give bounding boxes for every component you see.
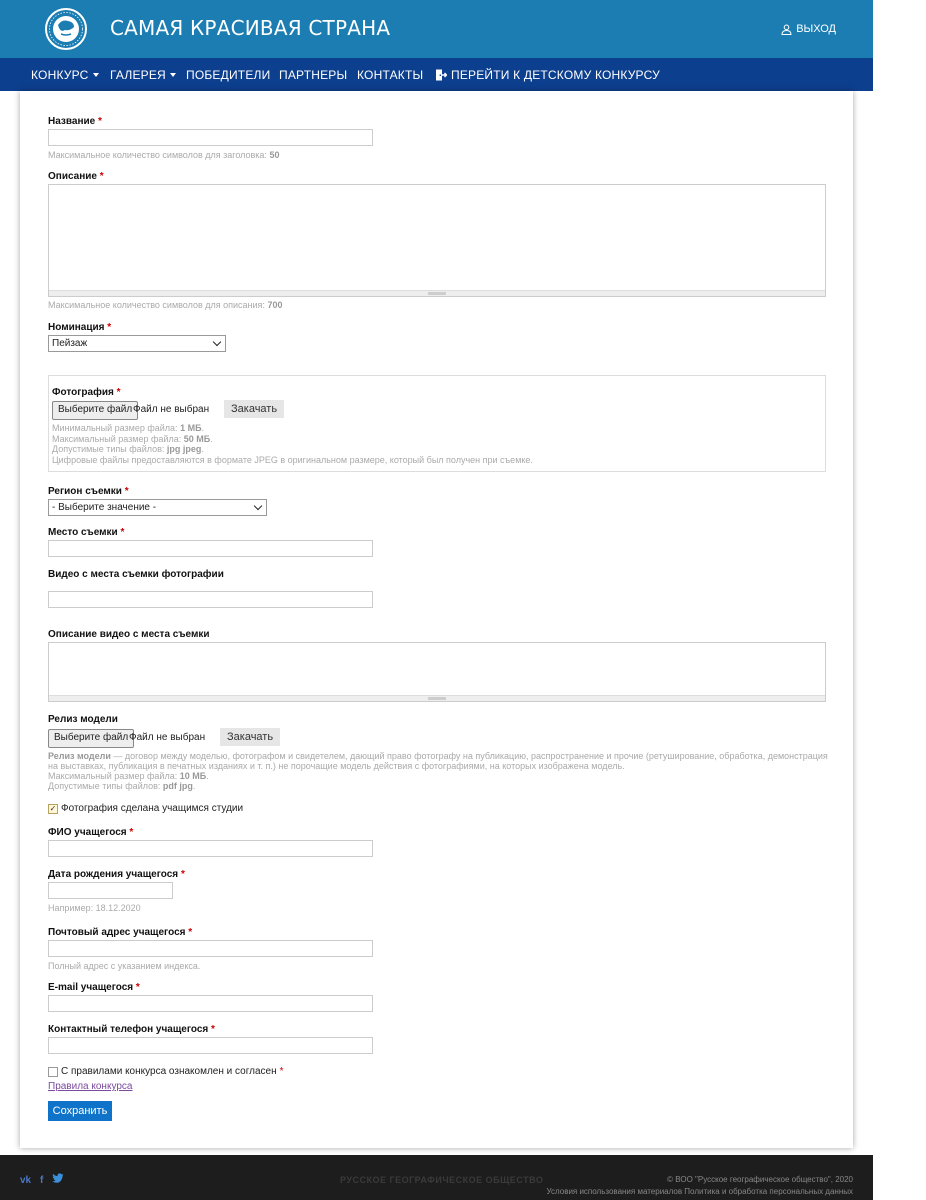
form-panel [20,91,853,1148]
hint-text: Допустимые типы файлов: [48,781,161,791]
description-label [48,171,104,182]
description-textarea[interactable] [48,184,826,297]
photo-choose-file-button[interactable]: Выберите файл [52,401,138,420]
student-checkbox[interactable] [48,804,58,814]
hint-value: 1 МБ [180,423,202,433]
phone-input[interactable] [48,1037,373,1054]
photo-hint-max: Максимальный размер файла: 50 МБ. [52,433,213,444]
title-input[interactable] [48,129,373,146]
student-name-label-text: ФИО учащегося [48,827,127,838]
facebook-icon[interactable]: f [40,1175,44,1186]
release-label: Релиз модели [48,714,118,725]
logout-link[interactable] [781,23,836,35]
release-desc-text: — договор между моделью, фотографом и свидетелем, дающий право фотографу на публикацию, распространение и прочие (ретуширование, обработка, демонстрация [110,751,828,761]
nav-contacts[interactable]: КОНТАКТЫ [357,68,424,82]
title-label-text: Название [48,116,96,127]
resize-grip[interactable] [49,695,825,701]
twitter-icon[interactable] [52,1173,64,1187]
photo-file-status: Файл не выбран [133,404,210,415]
user-icon [781,24,792,35]
phone-label [48,1024,215,1035]
photo-hints [52,423,533,465]
nav-contest[interactable] [31,68,99,82]
required-mark: * [107,322,112,333]
email-input[interactable] [48,995,373,1012]
release-desc-line1 [48,751,828,761]
postal-label [48,927,192,938]
required-mark: * [135,982,140,993]
required-mark: * [116,387,121,398]
region-selected: - Выберите значение - [52,502,157,513]
main-navigation [0,58,873,91]
title-hint [48,150,279,160]
rules-checkbox-row[interactable] [48,1066,284,1077]
copyright-text: © ВОО "Русское географическое общество", 2020 [667,1175,853,1184]
chevron-down-icon [213,338,221,346]
release-upload-button[interactable]: Закачать [220,728,280,746]
description-label-text: Описание [48,171,97,182]
hint-value: 10 МБ [179,771,207,781]
birth-date-input[interactable] [48,882,173,899]
required-mark: * [279,1066,284,1077]
site-title[interactable]: САМАЯ КРАСИВАЯ СТРАНА [110,16,391,40]
release-hints [48,751,828,791]
caret-down-icon [170,73,176,77]
student-name-label [48,827,133,838]
required-mark: * [129,827,134,838]
required-mark: * [97,116,102,127]
postal-input[interactable] [48,940,373,957]
hint-value: jpg jpeg [166,444,202,454]
title-hint-value: 50 [269,150,280,160]
video-label: Видео с места съемки фотографии [48,569,224,580]
required-mark: * [124,486,129,497]
rules-checkbox[interactable] [48,1067,58,1077]
hint-text: Минимальный размер файла: [52,423,178,433]
phone-label-text: Контактный телефон учащегося [48,1024,209,1035]
release-desc-line2: на выставках, публикация в печатных изданиях и т. п.) не порочащие модель действия с фотографиями, на которых изображена модель. [48,761,625,771]
nav-kids-label: ПЕРЕЙТИ К ДЕТСКОМУ КОНКУРСУ [451,68,660,82]
nav-winners[interactable]: ПОБЕДИТЕЛИ [186,68,271,82]
caret-down-icon [93,73,99,77]
resize-grip[interactable] [49,290,825,296]
student-name-input[interactable] [48,840,373,857]
release-choose-file-button[interactable]: Выберите файл [48,729,134,748]
required-mark: * [120,527,125,538]
nomination-selected: Пейзаж [52,338,88,349]
description-hint-value: 700 [267,300,283,310]
student-checkbox-label: Фотография сделана учащимся студии [61,803,244,814]
email-label [48,982,140,993]
release-hint-max: Максимальный размер файла: 10 МБ. [48,771,209,781]
email-label-text: E-mail учащегося [48,982,134,993]
required-mark: * [99,171,104,182]
save-button[interactable]: Сохранить [48,1101,112,1121]
site-header [0,0,873,58]
enter-icon [435,69,447,81]
vk-icon[interactable]: vk [20,1175,32,1186]
nomination-label-text: Номинация [48,322,105,333]
footer-copyright [546,1174,853,1198]
postal-label-text: Почтовый адрес учащегося [48,927,186,938]
rgo-logo-icon[interactable] [38,7,94,51]
required-mark: * [211,1024,215,1035]
hint-value: pdf jpg [162,781,193,791]
nomination-label [48,322,111,333]
site-footer [0,1155,873,1200]
description-hint-text: Максимальное количество символов для описания: [48,300,265,310]
hint-value: 50 МБ [183,433,211,444]
place-label-text: Место съемки [48,527,118,538]
release-hint-types: Допустимые типы файлов: pdf jpg. [48,781,196,791]
release-term: Релиз модели [48,751,111,761]
footer-org-name[interactable]: РУССКОЕ ГЕОГРАФИЧЕСКОЕ ОБЩЕСТВО [340,1175,544,1185]
photo-label [52,387,121,398]
photo-upload-button[interactable]: Закачать [224,400,284,418]
place-label [48,527,124,538]
title-hint-text: Максимальное количество символов для заголовка: [48,150,267,160]
place-input[interactable] [48,540,373,557]
rules-link[interactable]: Правила конкурса [48,1081,133,1092]
required-mark: * [180,869,185,880]
postal-hint: Полный адрес с указанием индекса. [48,961,201,971]
hint-text: Максимальный размер файла: [48,771,178,781]
chevron-down-icon [254,502,262,510]
photo-hint-types: Допустимые типы файлов: jpg jpeg. [52,444,204,454]
birth-date-label-text: Дата рождения учащегося [48,869,179,880]
nav-contest-label: КОНКУРС [31,68,89,82]
logout-label: ВЫХОД [796,23,836,35]
photo-label-text: Фотография [52,387,114,398]
region-label-text: Регион съемки [48,486,122,497]
footer-links[interactable]: Условия использования материалов Политика и обработка персональных данных [546,1187,853,1196]
nav-partners[interactable]: ПАРТНЕРЫ [279,68,348,82]
video-input[interactable] [48,591,373,608]
birth-date-hint: Например: 18.12.2020 [48,903,141,913]
nav-kids-contest[interactable] [435,68,660,82]
region-select[interactable] [48,499,267,516]
required-mark: * [188,927,193,938]
hint-text: Максимальный размер файла: [52,433,182,444]
hint-text: Допустимые типы файлов: [52,444,165,454]
video-desc-textarea[interactable] [48,642,826,702]
nav-gallery[interactable] [110,68,176,82]
nomination-select[interactable] [48,335,226,352]
nav-gallery-label: ГАЛЕРЕЯ [110,68,166,82]
student-checkbox-row[interactable] [48,803,243,814]
title-label [48,116,102,127]
description-hint [48,300,282,310]
video-desc-label: Описание видео с места съемки [48,629,210,640]
region-label [48,486,129,497]
rules-checkbox-label: С правилами конкурса ознакомлен и согласен [61,1066,277,1077]
photo-hint-min: Минимальный размер файла: 1 МБ. [52,423,205,433]
photo-hint-note: Цифровые файлы предоставляются в формате JPEG в оригинальном размере, который был получен при съемке. [52,454,533,465]
release-file-status: Файл не выбран [129,732,206,743]
birth-date-label [48,869,185,880]
